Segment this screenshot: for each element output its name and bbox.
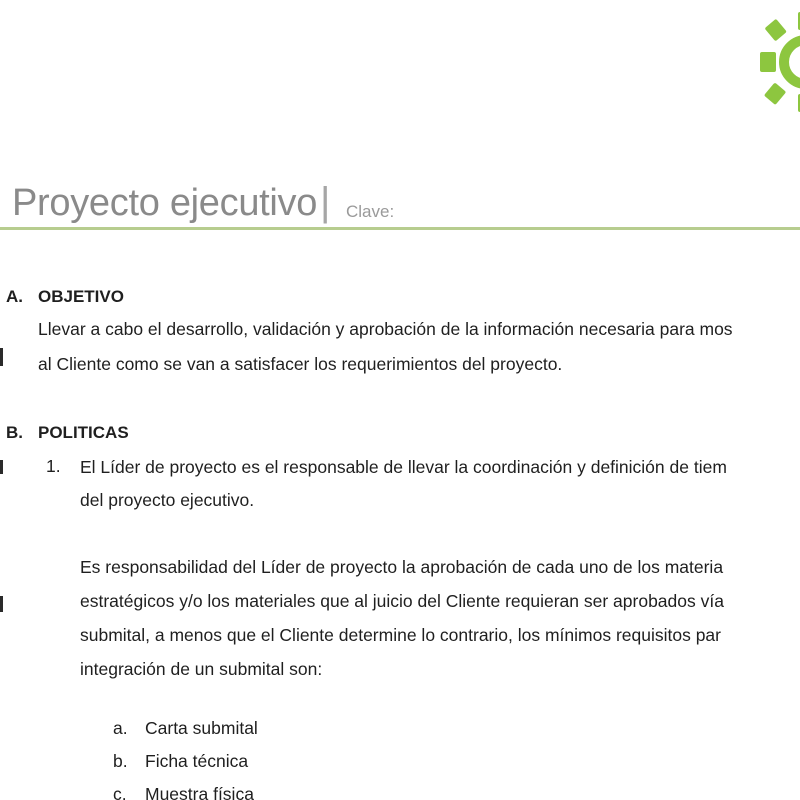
section-marker-b: B.: [6, 423, 23, 442]
objetivo-line-1: Llevar a cabo el desarrollo, validación y aprobación de la información necesaria para mos: [38, 319, 733, 339]
objetivo-line-2: al Cliente como se van a satisfacer los requerimientos del proyecto.: [38, 354, 563, 374]
item1-paragraph2-line-4: integración de un submital son:: [80, 659, 323, 679]
subitem-muestra-fisica: Muestra física: [145, 784, 254, 800]
subitem-ficha-tecnica: Ficha técnica: [145, 751, 249, 771]
subitem-marker-a: a.: [113, 718, 128, 738]
subitem-marker-b: b.: [113, 751, 128, 771]
subitem-carta-submital: Carta submital: [145, 718, 258, 738]
subitem-marker-c: c.: [113, 784, 127, 800]
document-title: Proyecto ejecutivo: [12, 182, 318, 224]
section-heading-politicas: POLITICAS: [38, 423, 129, 442]
header-divider: [0, 227, 800, 230]
list-number-1: 1.: [46, 456, 61, 476]
section-heading-objetivo: OBJETIVO: [38, 287, 124, 306]
document-key-label: Clave:: [346, 202, 395, 221]
item1-line-2: del proyecto ejecutivo.: [80, 490, 255, 510]
margin-mark: [0, 348, 3, 366]
gear-logo-icon: [758, 0, 800, 125]
item1-paragraph2-line-1: Es responsabilidad del Líder de proyecto la aprobación de cada uno de los materia: [80, 557, 724, 577]
section-marker-a: A.: [6, 287, 23, 306]
item1-paragraph2-line-3: submital, a menos que el Cliente determine lo contrario, los mínimos requisitos par: [80, 625, 721, 645]
document-header: [0, 180, 800, 230]
item1-line-1: El Líder de proyecto es el responsable de llevar la coordinación y definición de tiem: [80, 457, 727, 477]
title-separator: |: [320, 180, 331, 224]
item1-paragraph2-line-2: estratégicos y/o los materiales que al juicio del Cliente requieran ser aprobados vía: [80, 591, 724, 611]
margin-mark: [0, 460, 3, 474]
margin-mark: [0, 596, 3, 612]
